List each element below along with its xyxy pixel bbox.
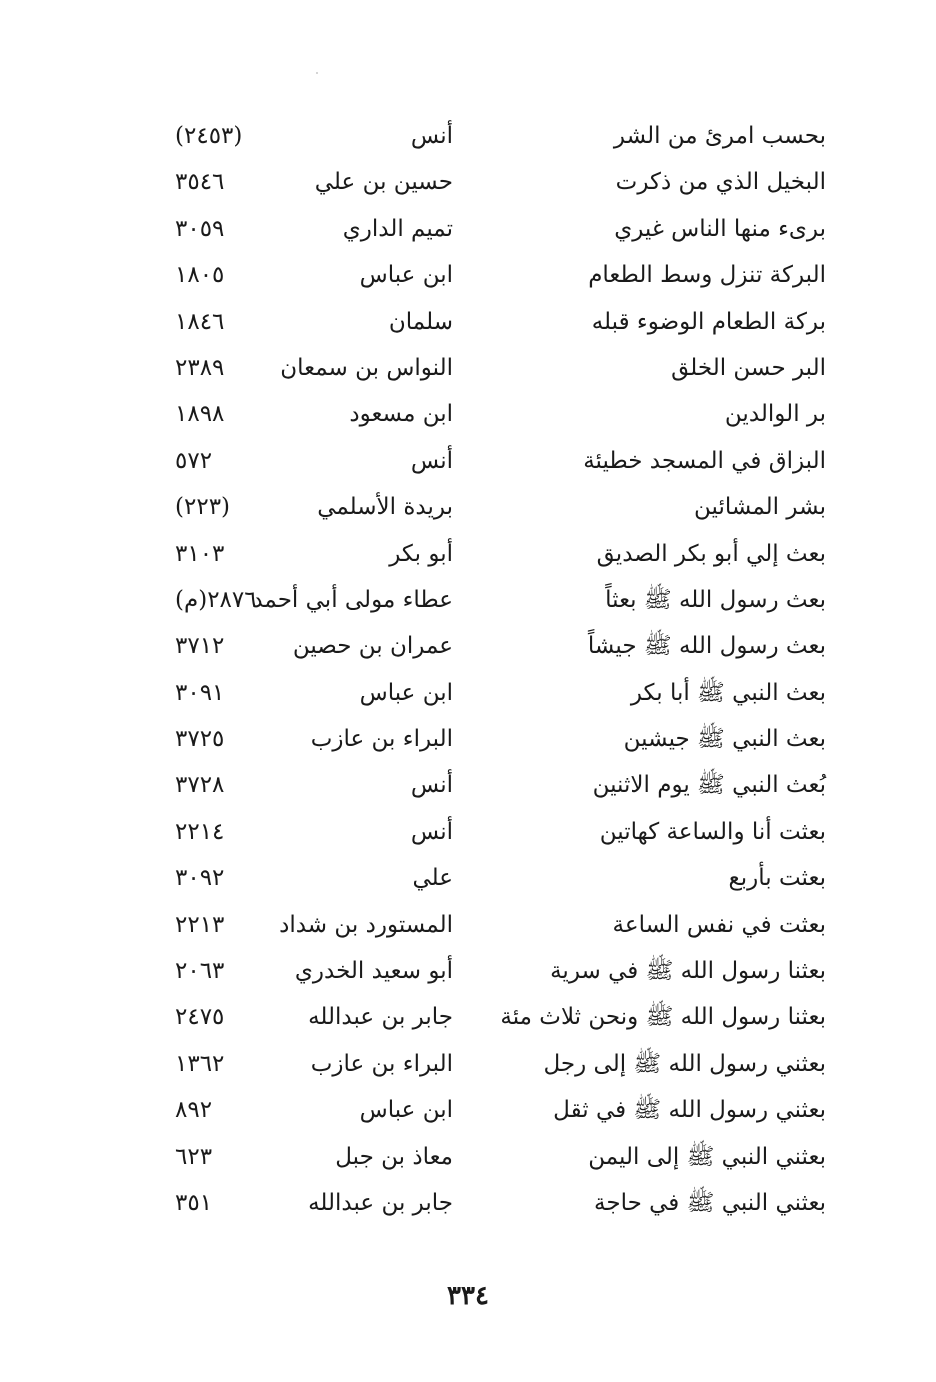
- index-row: [0, 762, 936, 808]
- hadith-number: ٢٣٨٩: [175, 354, 225, 381]
- narrator-name: معاذ بن جبل: [335, 1143, 453, 1170]
- hadith-number: ٨٩٢: [175, 1097, 213, 1124]
- narrator-name: المستورد بن شداد: [279, 911, 453, 938]
- hadith-text: بحسب امرئ من الشر: [613, 123, 826, 149]
- hadith-text: بعث النبي ﷺ أبا بكر: [630, 679, 826, 706]
- index-row: [0, 1134, 936, 1180]
- hadith-number-cell: [175, 670, 265, 716]
- hadith-number: ٣٧٢٥: [175, 726, 225, 753]
- hadith-number: ٦٢٣: [175, 1143, 213, 1170]
- hadith-text: بعث إلي أبو بكر الصديق: [596, 540, 826, 567]
- paper-speck: [316, 72, 318, 74]
- hadith-number-cell: [175, 113, 265, 159]
- hadith-number-cell: [175, 299, 265, 345]
- index-row: [0, 206, 936, 252]
- narrator-name: أنس: [410, 123, 453, 149]
- hadith-text: بعثت بأربع: [728, 865, 826, 892]
- hadith-number-cell: [175, 345, 265, 391]
- index-row: [0, 1087, 936, 1133]
- hadith-number-cell: [175, 902, 265, 948]
- hadith-number-cell: [175, 484, 265, 530]
- index-row: [0, 113, 936, 159]
- hadith-number-cell: [175, 994, 265, 1040]
- narrator-name: ابن عباس: [359, 262, 453, 289]
- index-row: [0, 299, 936, 345]
- hadith-number: ٢٢١٣: [175, 911, 225, 938]
- index-row: [0, 809, 936, 855]
- hadith-number-cell: [175, 623, 265, 669]
- hadith-text: البخيل الذي من ذكرت: [615, 169, 826, 196]
- hadith-text: برىء منها الناس غيري: [614, 215, 826, 242]
- index-row: [0, 1180, 936, 1226]
- narrator-name: جابر بن عبدالله: [308, 1004, 453, 1031]
- hadith-text: البركة تنزل وسط الطعام: [588, 262, 826, 289]
- hadith-number-cell: [175, 716, 265, 762]
- hadith-number: (٢٤٥٣): [175, 123, 243, 149]
- hadith-text: بعثت أنا والساعة كهاتين: [599, 818, 826, 845]
- narrator-name: حسين بن علي: [314, 169, 453, 196]
- page-number: ٣٣٤: [447, 1281, 489, 1311]
- index-row: [0, 716, 936, 762]
- hadith-number: ٥٧٢: [175, 447, 213, 474]
- hadith-number: ٢٨٧٦(م): [175, 586, 257, 613]
- hadith-number-cell: [175, 948, 265, 994]
- index-row: [0, 484, 936, 530]
- hadith-number: (٢٢٣): [175, 494, 231, 521]
- index-row: [0, 159, 936, 205]
- hadith-number-cell: [175, 1087, 265, 1133]
- narrator-name: ابن مسعود: [349, 401, 453, 428]
- hadith-text: بركة الطعام الوضوء قبله: [591, 308, 826, 335]
- narrator-name: علي: [412, 865, 453, 892]
- index-row: [0, 994, 936, 1040]
- hadith-number-cell: [175, 159, 265, 205]
- hadith-number: ١٨٤٦: [175, 308, 225, 335]
- index-row: [0, 670, 936, 716]
- hadith-number: ١٨٠٥: [175, 262, 225, 289]
- index-row: [0, 623, 936, 669]
- hadith-number: ٣٠٩١: [175, 679, 225, 706]
- narrator-name: البراء بن عازب: [310, 726, 453, 753]
- index-row: [0, 577, 936, 623]
- narrator-name: ابن عباس: [359, 679, 453, 706]
- hadith-text: بشر المشائين: [694, 494, 826, 521]
- hadith-number: ٣٧٢٨: [175, 772, 225, 799]
- index-row: [0, 948, 936, 994]
- hadith-number-cell: [175, 762, 265, 808]
- hadith-text: بعثني النبي ﷺ في حاجة: [594, 1189, 826, 1216]
- hadith-text: بعث رسول الله ﷺ بعثاً: [605, 586, 826, 613]
- hadith-number-cell: [175, 438, 265, 484]
- hadith-text: بعثت في نفس الساعة: [612, 911, 826, 938]
- hadith-number-cell: [175, 1180, 265, 1226]
- index-row: [0, 855, 936, 901]
- narrator-name: جابر بن عبدالله: [308, 1189, 453, 1216]
- index-row: [0, 902, 936, 948]
- hadith-number: ١٨٩٨: [175, 401, 225, 428]
- index-row: [0, 531, 936, 577]
- hadith-text: بُعث النبي ﷺ يوم الاثنين: [592, 772, 826, 799]
- hadith-number: ٣٥١: [175, 1189, 213, 1216]
- hadith-number: ٣٥٤٦: [175, 169, 225, 196]
- index-row: [0, 438, 936, 484]
- hadith-number-cell: [175, 577, 265, 623]
- hadith-number: ٣٠٥٩: [175, 215, 225, 242]
- hadith-text: بعث رسول الله ﷺ جيشاً: [587, 633, 826, 660]
- narrator-name: أنس: [410, 447, 453, 474]
- hadith-text: البزاق في المسجد خطيئة: [583, 447, 826, 474]
- hadith-index-table: [0, 113, 936, 1226]
- hadith-text: بر الوالدين: [724, 401, 826, 428]
- hadith-text: بعثني النبي ﷺ إلى اليمن: [588, 1143, 826, 1170]
- narrator-name: أبو سعيد الخدري: [294, 958, 453, 985]
- index-row: [0, 1041, 936, 1087]
- narrator-name: البراء بن عازب: [310, 1050, 453, 1077]
- narrator-name: تميم الداري: [342, 215, 453, 242]
- index-row: [0, 252, 936, 298]
- narrator-name: بريدة الأسلمي: [317, 494, 453, 521]
- narrator-name: عطاء مولى أبي أحمد: [252, 586, 453, 613]
- hadith-number: ٢٢١٤: [175, 818, 225, 845]
- hadith-number: ٣٠٩٢: [175, 865, 225, 892]
- narrator-name: عمران بن حصين: [292, 633, 453, 660]
- hadith-number: ٢٤٧٥: [175, 1004, 225, 1031]
- hadith-number: ١٣٦٢: [175, 1050, 225, 1077]
- hadith-text: بعث النبي ﷺ جيشين: [623, 726, 826, 753]
- hadith-number: ٢٠٦٣: [175, 958, 225, 985]
- hadith-number-cell: [175, 855, 265, 901]
- narrator-name: النواس بن سمعان: [280, 354, 453, 381]
- index-row: [0, 345, 936, 391]
- hadith-number-cell: [175, 1134, 265, 1180]
- hadith-text: بعثني رسول الله ﷺ في ثقل: [553, 1097, 826, 1124]
- narrator-name: أبو بكر: [389, 540, 453, 567]
- hadith-number-cell: [175, 391, 265, 437]
- hadith-number-cell: [175, 1041, 265, 1087]
- index-row: [0, 391, 936, 437]
- hadith-number: ٣٧١٢: [175, 633, 225, 660]
- hadith-number-cell: [175, 252, 265, 298]
- narrator-name: ابن عباس: [359, 1097, 453, 1124]
- hadith-number-cell: [175, 531, 265, 577]
- hadith-text: بعثنا رسول الله ﷺ ونحن ثلاث مئة: [500, 1004, 826, 1031]
- hadith-number: ٣١٠٣: [175, 540, 225, 567]
- hadith-text: بعثني رسول الله ﷺ إلى رجل: [543, 1050, 826, 1077]
- hadith-number-cell: [175, 206, 265, 252]
- hadith-text: البر حسن الخلق: [671, 354, 826, 381]
- narrator-name: أنس: [410, 772, 453, 799]
- hadith-text: بعثنا رسول الله ﷺ في سرية: [550, 958, 826, 985]
- narrator-name: سلمان: [388, 308, 453, 335]
- narrator-name: أنس: [410, 818, 453, 845]
- hadith-number-cell: [175, 809, 265, 855]
